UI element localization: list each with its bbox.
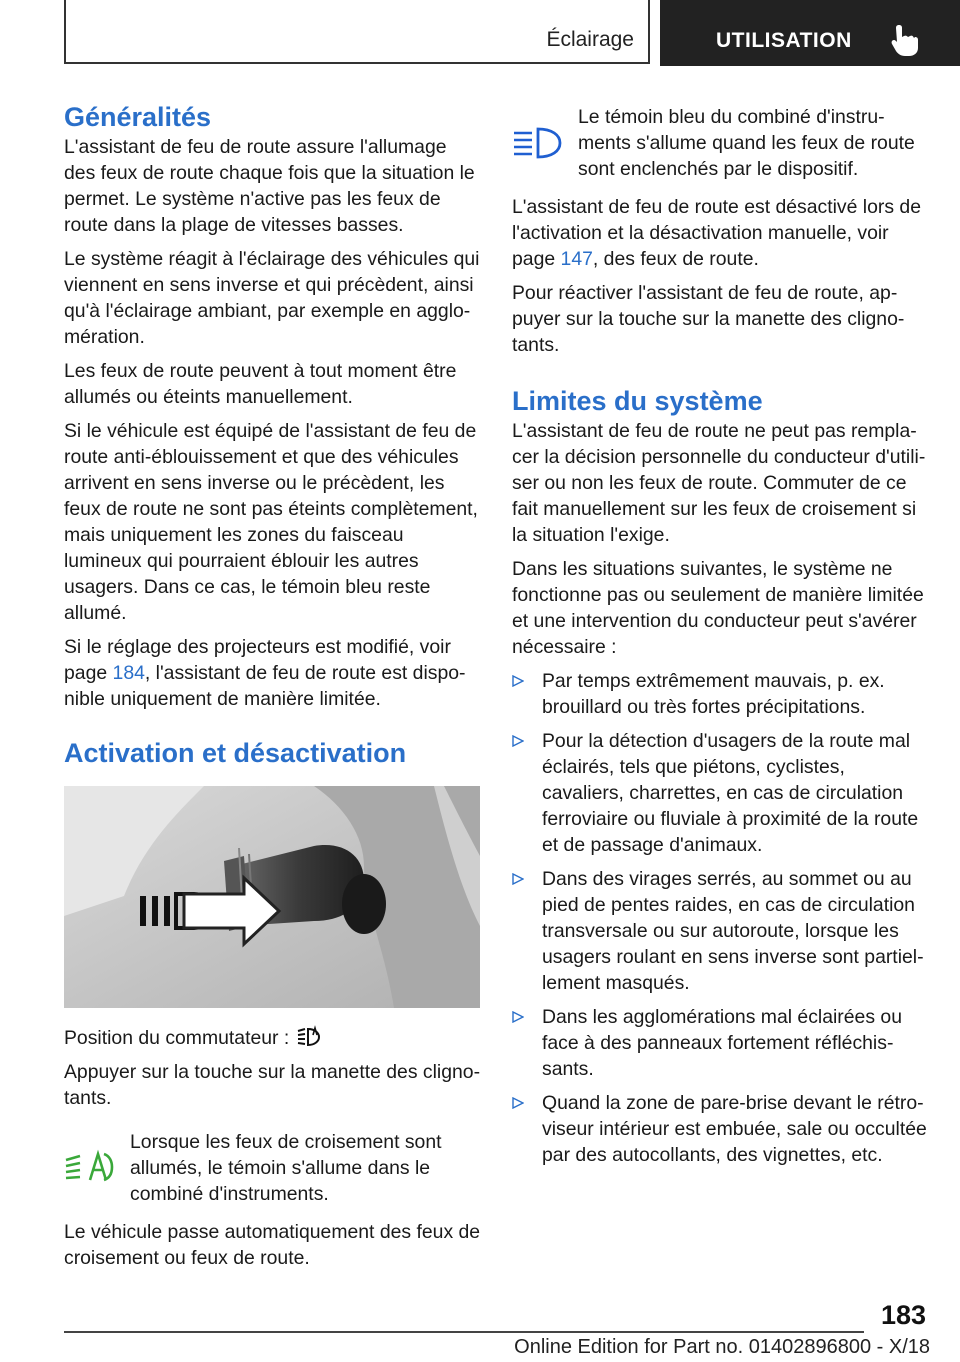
triangle-bullet-icon <box>512 675 524 687</box>
paragraph-reaction: Le système réagit à l'éclairage des véhicules qui viennent en sens inverse et qui précèdent, ainsi qu'à l'éclairage ambiant, par exemple en agglomération. <box>64 248 480 348</box>
list-item-text: Quand la zone de pare-brise devant le rétroviseur intérieur est embuée, sale ou occultée par des autocollants, des vignettes, etc. <box>542 1092 927 1166</box>
note-blue-icon-wrap <box>512 104 578 182</box>
note-blue-text: Le témoin bleu du combiné d'instruments s'allume quand les feux de route sont enclenchés par le dispositif. <box>578 106 915 180</box>
triangle-bullet-icon <box>512 735 524 747</box>
footer-divider <box>64 1331 864 1333</box>
page-number: 183 <box>880 1300 926 1330</box>
header-section-box <box>64 0 650 64</box>
list-item-text: Par temps extrêmement mauvais, p. ex. brouillard ou très fortes précipitations. <box>542 670 885 718</box>
heading-limits: Limites du système <box>512 386 763 416</box>
deactivation-paragraph <box>512 194 930 272</box>
paragraph-manual: Les feux de route peuvent à tout moment être allumés ou éteints manuellement. <box>64 360 457 408</box>
heading-generalites: Généralités <box>64 102 212 132</box>
deactivation-a: L'assistant de feu de route est désactivé lors de l'activation et la désactivation manuelle, voir page <box>512 196 921 270</box>
deactivation-b: , des feux de route. <box>592 248 759 270</box>
header-section-title: Éclairage <box>546 28 634 51</box>
list-item <box>512 668 930 720</box>
limits-paragraph-2: Dans les situations suivantes, le système ne fonctionne pas ou seulement de manière limitée et une intervention du conducteur peut s'avérer nécessaire : <box>512 558 924 658</box>
press-button-instruction: Appuyer sur la touche sur la manette des clignotants. <box>64 1061 481 1109</box>
paragraph-intro: L'assistant de feu de route assure l'allumage des feux de route chaque fois que la situation le permet. Le système n'active pas les feux de route dans la plage de vitesses basses. <box>64 136 475 236</box>
header-chapter-title: UTILISATION <box>716 29 852 52</box>
reactivate-paragraph: Pour réactiver l'assistant de feu de route, appuyer sur la touche sur la manette des clignotants. <box>512 282 905 356</box>
turn-signal-stalk-figure <box>64 786 480 1008</box>
heading-activation: Activation et désactivation <box>64 738 407 768</box>
page-link-184[interactable]: 184 <box>112 662 145 684</box>
footer-edition: Online Edition for Part no. 01402896800 - X/18 <box>514 1336 930 1358</box>
auto-switch-paragraph: Le véhicule passe automatiquement des feux de croisement ou feux de route. <box>64 1221 481 1269</box>
switch-position-line <box>64 1025 482 1051</box>
limits-list <box>512 668 930 1168</box>
triangle-bullet-icon <box>512 1011 524 1023</box>
limits-paragraph-1: L'assistant de feu de route ne peut pas remplacer la décision personnelle du conducteur d'utiliser ou non les feux de route. Commuter de ce fait manuellement sur les feux de croisement si la situation l'exige. <box>512 420 926 546</box>
list-item <box>512 1090 930 1168</box>
switch-position-label: Position du commutateur : <box>64 1027 295 1049</box>
note-low-beam-text: Lorsque les feux de croisement sont allumés, le témoin s'allume dans le combiné d'instruments. <box>130 1131 442 1205</box>
list-item-text: Dans des virages serrés, au sommet ou au pied de pentes raides, en cas de circulation transversale ou sur autoroute, lorsque les usagers roulant en sens inverse sont partiellement masqués. <box>542 868 924 994</box>
note-low-beam <box>64 1129 482 1207</box>
triangle-bullet-icon <box>512 1097 524 1109</box>
paragraph-headlight-setting-a: Si le réglage des projecteurs est modifié, voir page <box>64 636 451 684</box>
high-beam-indicator-icon <box>512 123 562 163</box>
list-item <box>512 866 930 996</box>
page-link-147[interactable]: 147 <box>560 248 593 270</box>
list-item-text: Pour la détection d'usagers de la route mal éclairés, tels que piétons, cyclistes, cavaliers, charrettes, en cas de circulation ferroviaire ou fluviale à proximité de la route et de passage d'animaux. <box>542 730 919 856</box>
paragraph-headlight-setting-b: , l'assistant de feu de route est disponible uniquement de manière limitée. <box>64 662 466 710</box>
list-item-text: Dans les agglomérations mal éclairées ou face à des panneaux fortement réfléchissants. <box>542 1006 902 1080</box>
triangle-bullet-icon <box>512 873 524 885</box>
left-column <box>64 100 482 1271</box>
paragraph-headlight-setting <box>64 634 482 712</box>
right-column <box>512 100 930 1176</box>
list-item <box>512 1004 930 1082</box>
high-beam-assistant-icon <box>295 1025 323 1049</box>
note-low-beam-icon-wrap <box>64 1129 130 1207</box>
note-blue-indicator <box>512 104 930 182</box>
header-chapter-tab <box>660 0 960 66</box>
pointing-hand-icon <box>890 23 920 57</box>
low-beam-auto-icon <box>64 1148 114 1188</box>
list-item <box>512 728 930 858</box>
paragraph-anti-glare: Si le véhicule est équipé de l'assistant de feu de route anti-éblouissement et que des véhicules arrivent en sens inverse ou le précèdent, les feux de route ne sont pas éteints complètement, mais uniquement les zones du faisceau lumineux qui pourraient éblouir les autres usagers. Dans ce cas, le témoin bleu reste allumé. <box>64 420 478 624</box>
